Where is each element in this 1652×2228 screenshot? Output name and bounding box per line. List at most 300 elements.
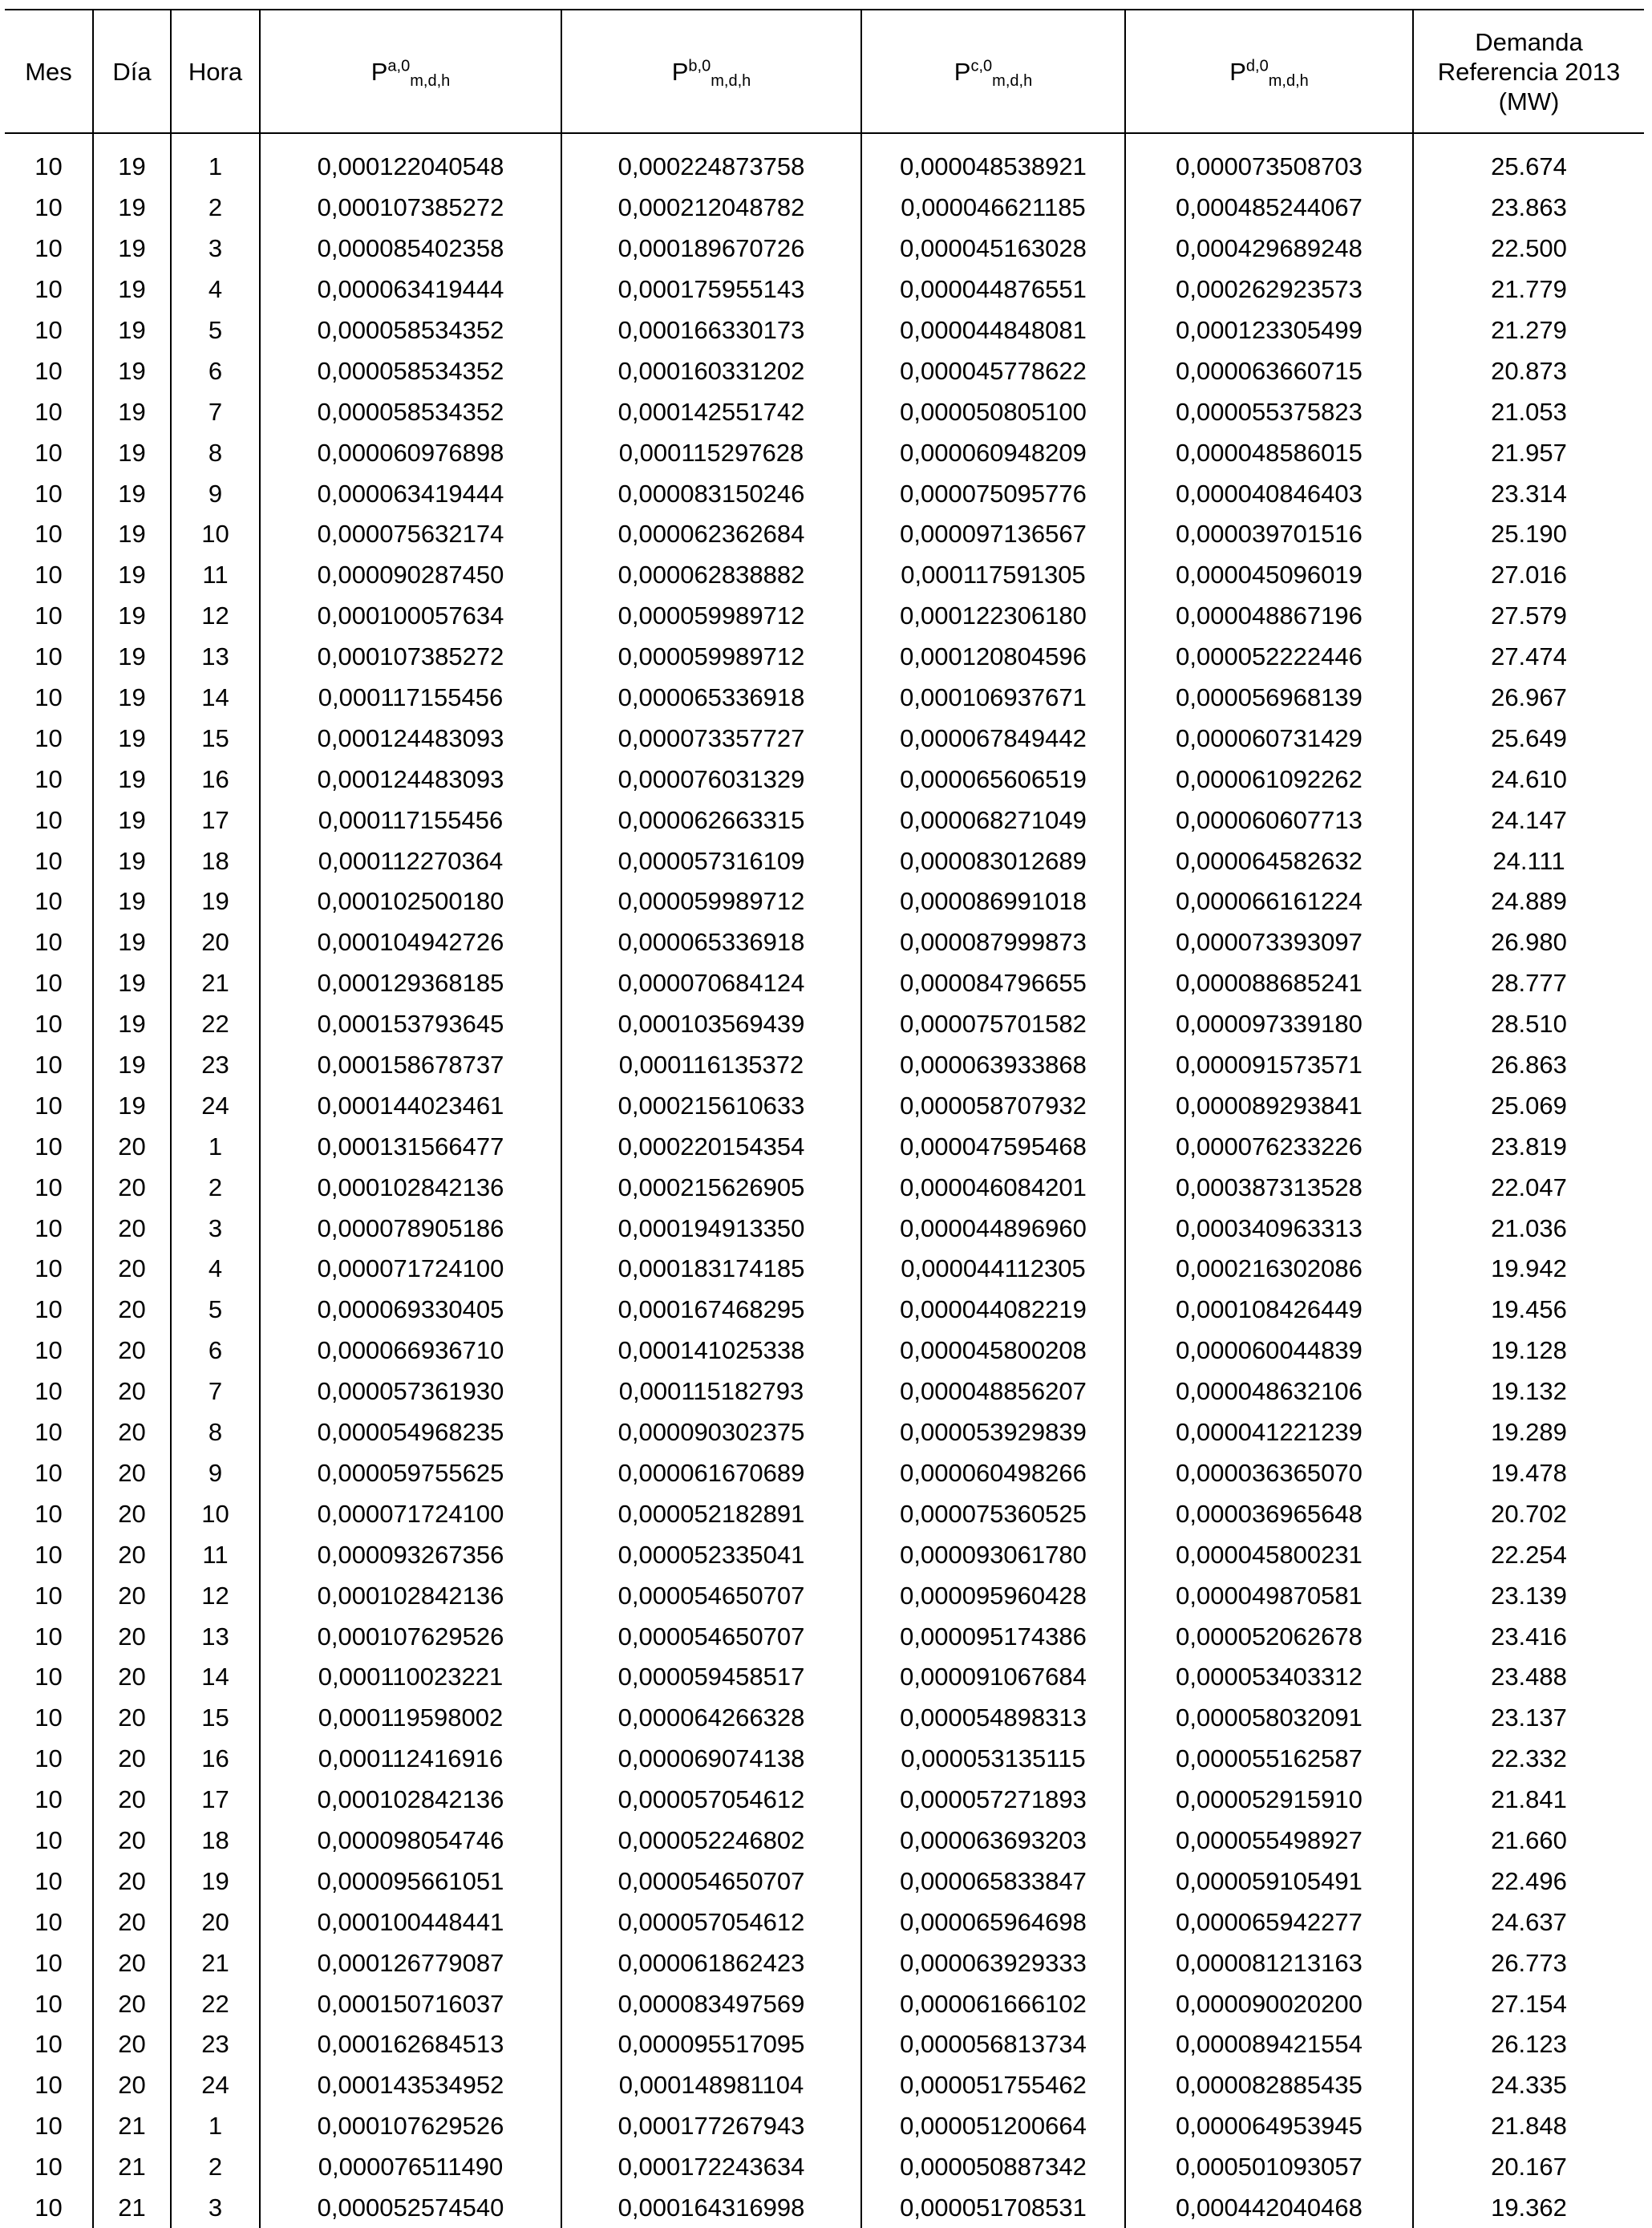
col-header-pc xyxy=(861,10,1125,133)
demanda-cell: 23.137 xyxy=(1413,1698,1644,1739)
mes-cell: 10 xyxy=(34,928,63,957)
pa-cell: 0,000117155456 xyxy=(260,800,561,841)
dia-cell: 19 xyxy=(93,555,171,596)
hora-cell: 2 xyxy=(171,188,260,229)
demanda-cell: 21.779 xyxy=(1413,269,1644,310)
mes-cell: 10 xyxy=(34,561,63,589)
demanda-cell: 27.474 xyxy=(1413,637,1644,678)
pa-cell: 0,000098054746 xyxy=(260,1821,561,1861)
pc-cell: 0,000044848081 xyxy=(861,310,1125,351)
pd-cell: 0,000040846403 xyxy=(1125,473,1413,514)
col-header-pd xyxy=(1125,10,1413,133)
demanda-cell: 24.610 xyxy=(1413,759,1644,800)
dia-cell: 21 xyxy=(93,2147,171,2188)
pb-cell: 0,000059989712 xyxy=(561,637,861,678)
pc-cell: 0,000050805100 xyxy=(861,391,1125,432)
pa-cell: 0,000143534952 xyxy=(260,2065,561,2106)
pa-cell: 0,000093267356 xyxy=(260,1534,561,1575)
pc-cell: 0,000060948209 xyxy=(861,432,1125,473)
pa-cell: 0,000078905186 xyxy=(260,1208,561,1249)
pb-cell: 0,000115182793 xyxy=(561,1371,861,1412)
pc-cell: 0,000063929333 xyxy=(861,1942,1125,1983)
pb-cell: 0,000167468295 xyxy=(561,1290,861,1331)
dia-cell: 19 xyxy=(93,922,171,963)
table-row xyxy=(5,473,1644,514)
pb-cell: 0,000062362684 xyxy=(561,514,861,555)
hora-cell: 6 xyxy=(171,1331,260,1371)
pd-cell: 0,000048586015 xyxy=(1125,432,1413,473)
pa-cell: 0,000071724100 xyxy=(260,1249,561,1290)
demanda-cell: 26.967 xyxy=(1413,678,1644,719)
demanda-cell: 22.254 xyxy=(1413,1534,1644,1575)
pd-cell: 0,000442040468 xyxy=(1125,2188,1413,2228)
dia-cell: 19 xyxy=(93,963,171,1004)
pc-cell: 0,000084796655 xyxy=(861,963,1125,1004)
demanda-cell: 23.488 xyxy=(1413,1657,1644,1698)
dia-cell: 20 xyxy=(93,1983,171,2024)
demanda-line1: Demanda xyxy=(1475,27,1583,56)
pd-cell: 0,000053403312 xyxy=(1125,1657,1413,1698)
pd-cell: 0,000216302086 xyxy=(1125,1249,1413,1290)
pa-base: P xyxy=(370,57,388,86)
pd-cell: 0,000045800231 xyxy=(1125,1534,1413,1575)
pa-cell: 0,000100448441 xyxy=(260,1902,561,1942)
table-row xyxy=(5,391,1644,432)
pb-cell: 0,000061862423 xyxy=(561,1942,861,1983)
pd-cell: 0,000061092262 xyxy=(1125,759,1413,800)
table-row xyxy=(5,188,1644,229)
dia-cell: 20 xyxy=(93,1126,171,1167)
dia-cell: 20 xyxy=(93,1942,171,1983)
hora-cell: 16 xyxy=(171,759,260,800)
pa-cell: 0,000063419444 xyxy=(260,269,561,310)
pa-cell: 0,000158678737 xyxy=(260,1045,561,1086)
pb-cell: 0,000224873758 xyxy=(561,133,861,188)
dia-cell: 20 xyxy=(93,1208,171,1249)
demanda-cell: 21.279 xyxy=(1413,310,1644,351)
pa-cell: 0,000060976898 xyxy=(260,432,561,473)
pa-cell: 0,000110023221 xyxy=(260,1657,561,1698)
col-header-mes: Mes xyxy=(5,10,93,133)
pd-sup: d,0 xyxy=(1245,57,1269,75)
dia-cell: 20 xyxy=(93,1698,171,1739)
pd-cell: 0,000088685241 xyxy=(1125,963,1413,1004)
demanda-cell: 21.036 xyxy=(1413,1208,1644,1249)
pb-cell: 0,000069074138 xyxy=(561,1739,861,1780)
pa-cell: 0,000126779087 xyxy=(260,1942,561,1983)
pb-cell: 0,000054650707 xyxy=(561,1861,861,1902)
dia-cell: 19 xyxy=(93,841,171,881)
mes-cell: 10 xyxy=(34,234,63,263)
pa-cell: 0,000107629526 xyxy=(260,1616,561,1657)
pa-cell: 0,000058534352 xyxy=(260,350,561,391)
dia-cell: 19 xyxy=(93,473,171,514)
dia-cell: 19 xyxy=(93,188,171,229)
pb-cell: 0,000073357727 xyxy=(561,718,861,759)
pb-cell: 0,000142551742 xyxy=(561,391,861,432)
demanda-cell: 27.016 xyxy=(1413,555,1644,596)
header-row xyxy=(5,10,1644,133)
dia-cell: 19 xyxy=(93,229,171,269)
demanda-cell: 24.889 xyxy=(1413,881,1644,922)
pb-cell: 0,000177267943 xyxy=(561,2106,861,2147)
pb-cell: 0,000183174185 xyxy=(561,1249,861,1290)
mes-cell: 10 xyxy=(34,1825,63,1854)
mes-cell: 10 xyxy=(34,1744,63,1773)
hora-cell: 22 xyxy=(171,1004,260,1045)
mes-cell: 10 xyxy=(34,805,63,834)
pc-cell: 0,000060498266 xyxy=(861,1453,1125,1494)
dia-cell: 19 xyxy=(93,596,171,637)
mes-cell: 10 xyxy=(34,1948,63,1977)
pa-cell: 0,000150716037 xyxy=(260,1983,561,2024)
dia-cell: 19 xyxy=(93,269,171,310)
pd-cell: 0,000090020200 xyxy=(1125,1983,1413,2024)
mes-cell: 10 xyxy=(34,1907,63,1936)
dia-cell: 20 xyxy=(93,1453,171,1494)
table-row xyxy=(5,1575,1644,1616)
demanda-cell: 20.167 xyxy=(1413,2147,1644,2188)
pd-cell: 0,000501093057 xyxy=(1125,2147,1413,2188)
demanda-cell: 22.047 xyxy=(1413,1167,1644,1208)
hora-cell: 3 xyxy=(171,1208,260,1249)
mes-cell: 10 xyxy=(34,764,63,793)
pc-cell: 0,000075701582 xyxy=(861,1004,1125,1045)
hora-cell: 18 xyxy=(171,1821,260,1861)
table-row xyxy=(5,2024,1644,2065)
demanda-cell: 23.863 xyxy=(1413,188,1644,229)
pa-cell: 0,000058534352 xyxy=(260,310,561,351)
hora-cell: 23 xyxy=(171,1045,260,1086)
pb-cell: 0,000065336918 xyxy=(561,922,861,963)
mes-cell: 10 xyxy=(34,1458,63,1487)
mes-cell: 10 xyxy=(34,520,63,549)
dia-cell: 20 xyxy=(93,1616,171,1657)
pa-cell: 0,000112416916 xyxy=(260,1739,561,1780)
hora-cell: 2 xyxy=(171,2147,260,2188)
mes-cell: 10 xyxy=(34,275,63,304)
pc-cell: 0,000061666102 xyxy=(861,1983,1125,2024)
pd-cell: 0,000048867196 xyxy=(1125,596,1413,637)
pa-cell: 0,000122040548 xyxy=(260,133,561,188)
demanda-line3: (MW) xyxy=(1498,87,1560,115)
mes-cell: 10 xyxy=(34,1173,63,1201)
demanda-cell: 21.848 xyxy=(1413,2106,1644,2147)
pd-cell: 0,000097339180 xyxy=(1125,1004,1413,1045)
mes-cell: 10 xyxy=(34,683,63,712)
pd-cell: 0,000052222446 xyxy=(1125,637,1413,678)
pc-cell: 0,000045800208 xyxy=(861,1331,1125,1371)
pb-cell: 0,000189670726 xyxy=(561,229,861,269)
table-row xyxy=(5,1208,1644,1249)
hora-cell: 12 xyxy=(171,1575,260,1616)
pd-cell: 0,000039701516 xyxy=(1125,514,1413,555)
pb-cell: 0,000194913350 xyxy=(561,1208,861,1249)
demanda-cell: 26.863 xyxy=(1413,1045,1644,1086)
pc-cell: 0,000046084201 xyxy=(861,1167,1125,1208)
pb-cell: 0,000220154354 xyxy=(561,1126,861,1167)
table-row xyxy=(5,1698,1644,1739)
hora-cell: 21 xyxy=(171,1942,260,1983)
pb-cell: 0,000076031329 xyxy=(561,759,861,800)
dia-cell: 19 xyxy=(93,1004,171,1045)
hora-cell: 1 xyxy=(171,1126,260,1167)
table-row xyxy=(5,133,1644,188)
dia-cell: 20 xyxy=(93,1657,171,1698)
pc-cell: 0,000051708531 xyxy=(861,2188,1125,2228)
demanda-cell: 26.980 xyxy=(1413,922,1644,963)
pb-cell: 0,000215626905 xyxy=(561,1167,861,1208)
pa-cell: 0,000124483093 xyxy=(260,759,561,800)
mes-cell: 10 xyxy=(34,1377,63,1406)
pc-base: P xyxy=(954,57,971,86)
demanda-cell: 19.128 xyxy=(1413,1331,1644,1371)
pb-cell: 0,000141025338 xyxy=(561,1331,861,1371)
mes-cell: 10 xyxy=(34,1785,63,1814)
mes-cell: 10 xyxy=(34,969,63,998)
pb-cell: 0,000052246802 xyxy=(561,1821,861,1861)
hora-cell: 3 xyxy=(171,2188,260,2228)
mes-cell: 10 xyxy=(34,2153,63,2181)
pc-cell: 0,000057271893 xyxy=(861,1780,1125,1821)
hora-cell: 24 xyxy=(171,2065,260,2106)
pb-cell: 0,000095517095 xyxy=(561,2024,861,2065)
pd-cell: 0,000058032091 xyxy=(1125,1698,1413,1739)
pc-cell: 0,000120804596 xyxy=(861,637,1125,678)
pc-cell: 0,000054898313 xyxy=(861,1698,1125,1739)
demanda-cell: 25.190 xyxy=(1413,514,1644,555)
demanda-cell: 24.147 xyxy=(1413,800,1644,841)
pd-cell: 0,000076233226 xyxy=(1125,1126,1413,1167)
pc-cell: 0,000058707932 xyxy=(861,1085,1125,1126)
mes-cell: 10 xyxy=(34,1663,63,1691)
demanda-cell: 22.500 xyxy=(1413,229,1644,269)
demanda-cell: 22.332 xyxy=(1413,1739,1644,1780)
hora-cell: 10 xyxy=(171,514,260,555)
dia-cell: 19 xyxy=(93,350,171,391)
pc-cell: 0,000063693203 xyxy=(861,1821,1125,1861)
pa-cell: 0,000100057634 xyxy=(260,596,561,637)
table-row xyxy=(5,310,1644,351)
demanda-cell: 21.053 xyxy=(1413,391,1644,432)
pc-cell: 0,000044896960 xyxy=(861,1208,1125,1249)
pb-cell: 0,000062663315 xyxy=(561,800,861,841)
hora-cell: 19 xyxy=(171,881,260,922)
demanda-cell: 24.335 xyxy=(1413,2065,1644,2106)
pd-cell: 0,000064582632 xyxy=(1125,841,1413,881)
pa-cell: 0,000104942726 xyxy=(260,922,561,963)
pc-cell: 0,000048538921 xyxy=(861,133,1125,188)
mes-cell: 10 xyxy=(34,1091,63,1120)
hora-cell: 5 xyxy=(171,1290,260,1331)
mes-cell: 10 xyxy=(34,2193,63,2222)
pb-cell: 0,000062838882 xyxy=(561,555,861,596)
pb-cell: 0,000148981104 xyxy=(561,2065,861,2106)
pd-cell: 0,000065942277 xyxy=(1125,1902,1413,1942)
pa-cell: 0,000076511490 xyxy=(260,2147,561,2188)
pd-cell: 0,000089421554 xyxy=(1125,2024,1413,2065)
pa-cell: 0,000112270364 xyxy=(260,841,561,881)
pb-cell: 0,000064266328 xyxy=(561,1698,861,1739)
pa-cell: 0,000131566477 xyxy=(260,1126,561,1167)
pc-cell: 0,000044876551 xyxy=(861,269,1125,310)
hora-cell: 1 xyxy=(171,2106,260,2147)
pa-cell: 0,000090287450 xyxy=(260,555,561,596)
demanda-cell: 23.314 xyxy=(1413,473,1644,514)
table-row xyxy=(5,1983,1644,2024)
table-row xyxy=(5,1534,1644,1575)
demanda-cell: 23.139 xyxy=(1413,1575,1644,1616)
pa-cell: 0,000102842136 xyxy=(260,1780,561,1821)
pb-cell: 0,000175955143 xyxy=(561,269,861,310)
pd-cell: 0,000108426449 xyxy=(1125,1290,1413,1331)
table-row xyxy=(5,2188,1644,2228)
pa-cell: 0,000102500180 xyxy=(260,881,561,922)
table-row xyxy=(5,514,1644,555)
hora-cell: 12 xyxy=(171,596,260,637)
pa-cell: 0,000117155456 xyxy=(260,678,561,719)
pb-cell: 0,000054650707 xyxy=(561,1616,861,1657)
pa-cell: 0,000129368185 xyxy=(260,963,561,1004)
dia-cell: 21 xyxy=(93,2106,171,2147)
pb-cell: 0,000103569439 xyxy=(561,1004,861,1045)
pb-cell: 0,000070684124 xyxy=(561,963,861,1004)
table-row xyxy=(5,718,1644,759)
demanda-cell: 25.069 xyxy=(1413,1085,1644,1126)
pd-cell: 0,000073393097 xyxy=(1125,922,1413,963)
dia-cell: 21 xyxy=(93,2188,171,2228)
col-header-pb xyxy=(561,10,861,133)
pd-cell: 0,000063660715 xyxy=(1125,350,1413,391)
pd-sub: m,d,h xyxy=(1268,71,1309,90)
dia-cell: 20 xyxy=(93,2065,171,2106)
mes-cell: 10 xyxy=(34,887,63,916)
mes-cell: 10 xyxy=(34,642,63,671)
pc-cell: 0,000056813734 xyxy=(861,2024,1125,2065)
table-row xyxy=(5,881,1644,922)
pb-base: P xyxy=(671,57,689,86)
dia-cell: 19 xyxy=(93,759,171,800)
hora-cell: 16 xyxy=(171,1739,260,1780)
pd-cell: 0,000485244067 xyxy=(1125,188,1413,229)
pc-cell: 0,000106937671 xyxy=(861,678,1125,719)
pd-cell: 0,000064953945 xyxy=(1125,2106,1413,2147)
pc-cell: 0,000122306180 xyxy=(861,596,1125,637)
mes-cell: 10 xyxy=(34,1703,63,1732)
pb-cell: 0,000059989712 xyxy=(561,596,861,637)
pd-cell: 0,000048632106 xyxy=(1125,1371,1413,1412)
pc-cell: 0,000095960428 xyxy=(861,1575,1125,1616)
table-row xyxy=(5,1493,1644,1534)
pa-cell: 0,000144023461 xyxy=(260,1085,561,1126)
pa-cell: 0,000075632174 xyxy=(260,514,561,555)
pd-cell: 0,000036365070 xyxy=(1125,1453,1413,1494)
dia-cell: 20 xyxy=(93,1371,171,1412)
table-header xyxy=(5,10,1644,133)
pd-cell: 0,000123305499 xyxy=(1125,310,1413,351)
dia-cell: 20 xyxy=(93,1821,171,1861)
hora-cell: 19 xyxy=(171,1861,260,1902)
dia-cell: 20 xyxy=(93,1167,171,1208)
pd-cell: 0,000387313528 xyxy=(1125,1167,1413,1208)
mes-cell: 10 xyxy=(34,1010,63,1039)
mes-cell: 10 xyxy=(34,397,63,426)
pd-base: P xyxy=(1229,57,1246,86)
table-row xyxy=(5,637,1644,678)
pc-cell: 0,000083012689 xyxy=(861,841,1125,881)
mes-cell: 10 xyxy=(34,356,63,385)
hora-cell: 2 xyxy=(171,1167,260,1208)
pb-cell: 0,000166330173 xyxy=(561,310,861,351)
dia-cell: 19 xyxy=(93,1045,171,1086)
dia-cell: 19 xyxy=(93,514,171,555)
table-row xyxy=(5,1085,1644,1126)
hora-cell: 8 xyxy=(171,1412,260,1453)
table-row xyxy=(5,1126,1644,1167)
hora-cell: 7 xyxy=(171,1371,260,1412)
pc-cell: 0,000095174386 xyxy=(861,1616,1125,1657)
pc-cell: 0,000051200664 xyxy=(861,2106,1125,2147)
pd-cell: 0,000041221239 xyxy=(1125,1412,1413,1453)
demanda-cell: 25.674 xyxy=(1413,133,1644,188)
demanda-cell: 20.873 xyxy=(1413,350,1644,391)
hora-cell: 5 xyxy=(171,310,260,351)
hora-cell: 3 xyxy=(171,229,260,269)
pd-cell: 0,000059105491 xyxy=(1125,1861,1413,1902)
pd-cell: 0,000066161224 xyxy=(1125,881,1413,922)
demanda-cell: 19.289 xyxy=(1413,1412,1644,1453)
demanda-cell: 23.819 xyxy=(1413,1126,1644,1167)
col-header-dia: Día xyxy=(93,10,171,133)
pc-sup: c,0 xyxy=(970,57,993,75)
pd-cell: 0,000429689248 xyxy=(1125,229,1413,269)
pa-cell: 0,000102842136 xyxy=(260,1575,561,1616)
pc-cell: 0,000053929839 xyxy=(861,1412,1125,1453)
pc-cell: 0,000045163028 xyxy=(861,229,1125,269)
dia-cell: 20 xyxy=(93,1861,171,1902)
dia-cell: 19 xyxy=(93,718,171,759)
mes-cell: 10 xyxy=(34,1132,63,1161)
pb-cell: 0,000052335041 xyxy=(561,1534,861,1575)
pc-cell: 0,000065833847 xyxy=(861,1861,1125,1902)
dia-cell: 20 xyxy=(93,1739,171,1780)
hora-cell: 17 xyxy=(171,800,260,841)
demanda-cell: 28.777 xyxy=(1413,963,1644,1004)
hora-cell: 9 xyxy=(171,473,260,514)
table-body xyxy=(5,133,1644,2228)
table-row xyxy=(5,269,1644,310)
pa-cell: 0,000052574540 xyxy=(260,2188,561,2228)
hora-cell: 14 xyxy=(171,1657,260,1698)
pb-cell: 0,000116135372 xyxy=(561,1045,861,1086)
hora-cell: 7 xyxy=(171,391,260,432)
pc-cell: 0,000063933868 xyxy=(861,1045,1125,1086)
demanda-cell: 21.957 xyxy=(1413,432,1644,473)
dia-cell: 20 xyxy=(93,1780,171,1821)
hora-cell: 22 xyxy=(171,1983,260,2024)
pb-cell: 0,000083497569 xyxy=(561,1983,861,2024)
hora-cell: 4 xyxy=(171,1249,260,1290)
pd-cell: 0,000055498927 xyxy=(1125,1821,1413,1861)
pc-cell: 0,000047595468 xyxy=(861,1126,1125,1167)
pc-cell: 0,000048856207 xyxy=(861,1371,1125,1412)
demanda-cell: 27.154 xyxy=(1413,1983,1644,2024)
pc-cell: 0,000068271049 xyxy=(861,800,1125,841)
dia-cell: 20 xyxy=(93,1902,171,1942)
dia-cell: 20 xyxy=(93,1290,171,1331)
dia-cell: 19 xyxy=(93,133,171,188)
pc-cell: 0,000053135115 xyxy=(861,1739,1125,1780)
